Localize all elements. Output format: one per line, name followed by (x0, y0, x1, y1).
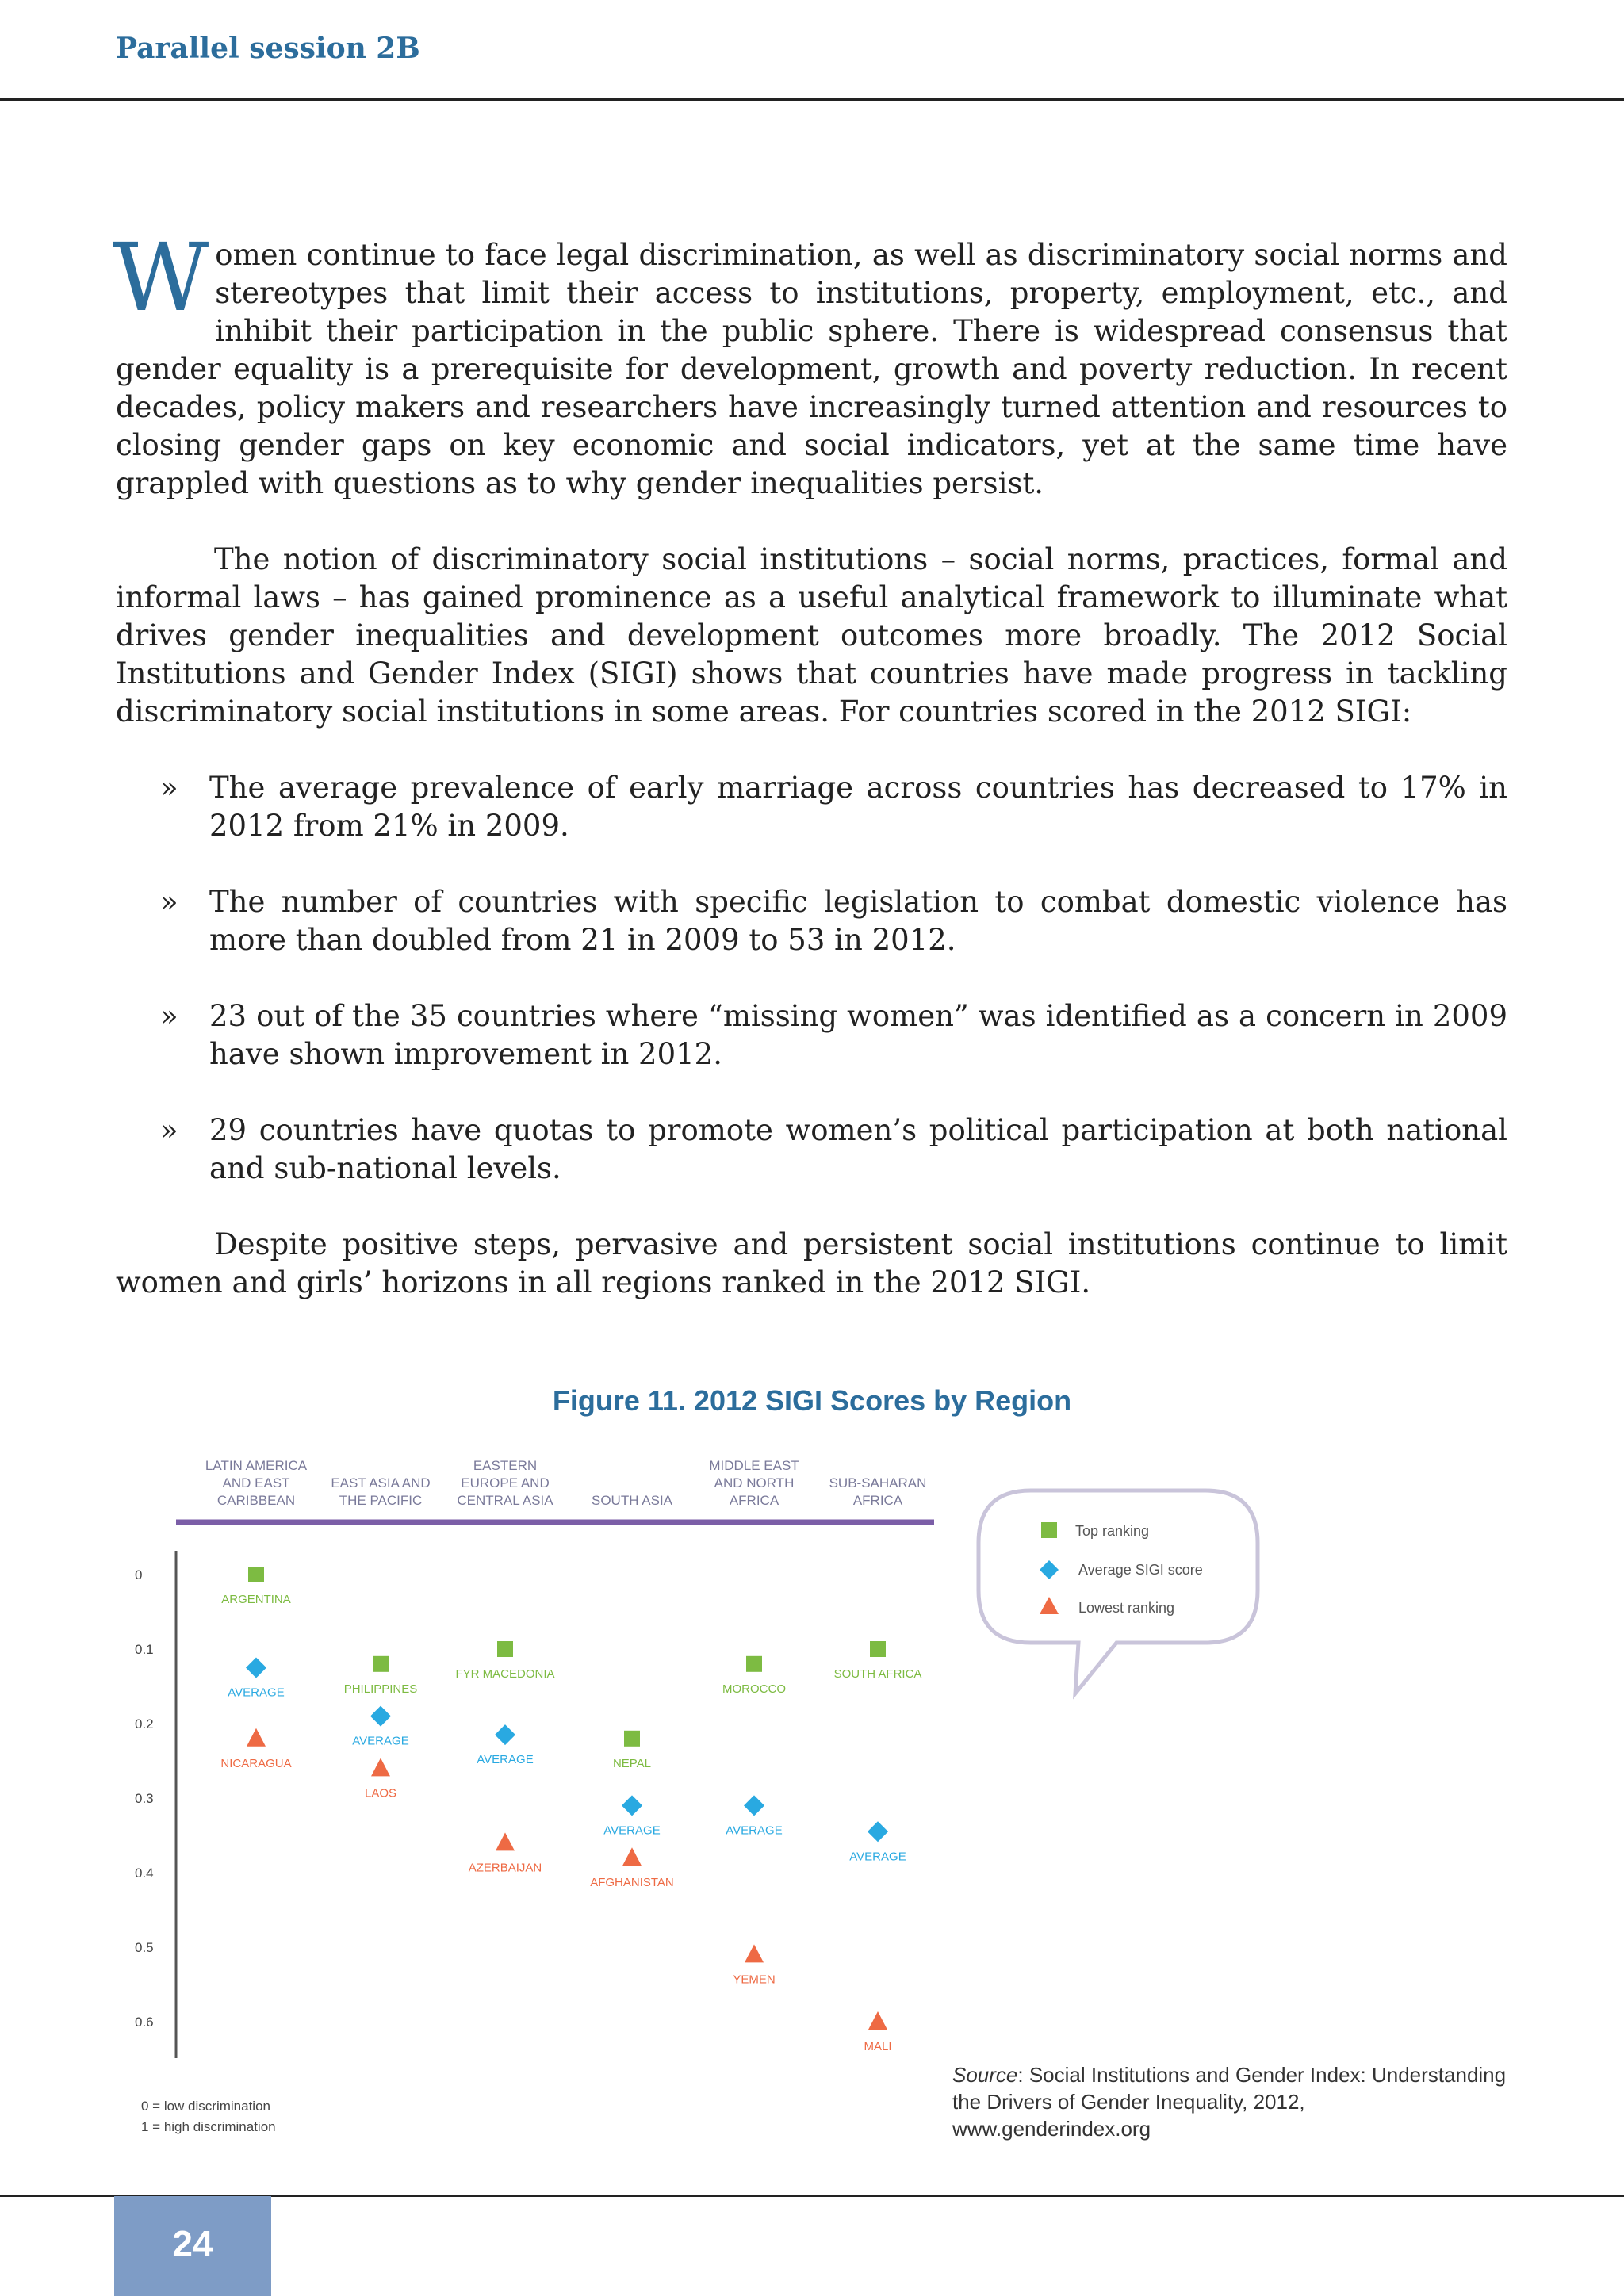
paragraph-conclusion: Despite positive steps, pervasive and persistent social institutions continue to limit women and girls’ horizons in all regions ranked in the 2012 SIGI. (116, 1227, 1507, 1299)
lowest-ranking-marker (622, 1847, 642, 1866)
bullet-marker: » (160, 1113, 178, 1147)
category-label: MIDDLE EAST (709, 1458, 799, 1473)
y-tick-label: 0.4 (135, 1866, 154, 1881)
point-label: AVERAGE (352, 1734, 409, 1748)
category-label: EAST ASIA AND (331, 1475, 431, 1490)
legend-label: Average SIGI score (1078, 1562, 1203, 1578)
list-item (116, 883, 1507, 959)
y-tick-label: 0.5 (135, 1940, 154, 1955)
average-marker (868, 1821, 888, 1842)
bullet-list (116, 769, 1507, 1188)
scale-note: 1 = high discrimination (141, 2119, 276, 2134)
legend-square-marker (1041, 1522, 1057, 1538)
point-label: LAOS (364, 1786, 397, 1800)
point-label: AFGHANISTAN (590, 1876, 674, 1890)
category-label: EUROPE AND (461, 1475, 550, 1490)
point-label: YEMEN (733, 1973, 776, 1987)
top-ranking-marker (746, 1656, 762, 1672)
category-label: SUB-SAHARAN (829, 1475, 927, 1490)
y-tick-label: 0.1 (135, 1642, 154, 1657)
list-item-text: 29 countries have quotas to promote women’s political participation at both national and sub-national levels. (209, 1113, 1507, 1185)
y-tick-label: 0.3 (135, 1791, 154, 1806)
drop-cap: W (113, 223, 209, 332)
category-label: EASTERN (473, 1458, 538, 1473)
lowest-ranking-marker (868, 2011, 887, 2030)
category-label: LATIN AMERICA (205, 1458, 308, 1473)
average-marker (622, 1795, 642, 1816)
average-marker (744, 1795, 764, 1816)
lowest-ranking-marker (247, 1728, 266, 1747)
category-label: AND EAST (222, 1475, 290, 1490)
category-label: AFRICA (729, 1493, 779, 1508)
average-marker (246, 1658, 266, 1678)
point-label: AVERAGE (726, 1823, 783, 1838)
top-ranking-marker (248, 1567, 264, 1582)
source-note (952, 2061, 1507, 2142)
category-label: AFRICA (852, 1493, 903, 1508)
top-ranking-marker (373, 1656, 389, 1672)
list-item-text: The number of countries with specific legislation to combat domestic violence has more than doubled from 21 in 2009 to 53 in 2012. (209, 885, 1507, 957)
lowest-ranking-marker (496, 1832, 515, 1850)
category-label: SOUTH ASIA (591, 1493, 673, 1508)
lowest-ranking-marker (745, 1944, 764, 1962)
category-label: AND NORTH (714, 1475, 795, 1490)
point-label: NEPAL (612, 1756, 652, 1770)
source-text: : Social Institutions and Gender Index: Understanding the Drivers of Gender Inequality, 2012, www.genderindex.org (952, 2063, 1507, 2141)
point-label: MALI (864, 2040, 892, 2053)
category-label: THE PACIFIC (339, 1493, 423, 1508)
sigi-chart (0, 1427, 1624, 2141)
top-ranking-marker (497, 1641, 513, 1657)
lowest-ranking-marker (371, 1758, 390, 1776)
header-divider (0, 98, 1624, 101)
paragraph-sigi: The notion of discriminatory social institutions – social norms, practices, formal and informal laws – has gained prominence as a useful analytical framework to illuminate what drives gender inequalities and development outcomes more broadly. The 2012 Social Institutions and Gender Index (SIGI) shows that countries have made progress in tackling discriminatory social institutions in some areas. For countries scored in the 2012 SIGI: (116, 542, 1507, 729)
bullet-marker: » (160, 771, 178, 805)
average-marker (370, 1706, 391, 1727)
legend (979, 1490, 1258, 1693)
point-label: AZERBAIJAN (468, 1861, 542, 1875)
list-item-text: The average prevalence of early marriage across countries has decreased to 17% in 2012 from 21% in 2009. (209, 771, 1507, 843)
intro-text: omen continue to face legal discrimination, as well as discriminatory social norms and stereotypes that limit their access to institutions, property, employment, etc., and inhibit their participation in the public sphere. There is widespread consensus that gender equality is a prerequisite for development, growth and poverty reduction. In recent decades, policy makers and researchers have increasingly turned attention and resources to closing gender gaps on key economic and social indicators, yet at the same time have grappled with questions as to why gender inequalities persist. (116, 238, 1507, 500)
point-label: FYR MACEDONIA (455, 1667, 555, 1681)
y-tick-label: 0.2 (135, 1716, 154, 1732)
bullet-marker: » (160, 885, 178, 919)
point-label: MOROCCO (722, 1682, 786, 1696)
scale-note: 0 = low discrimination (141, 2099, 270, 2114)
category-label: CENTRAL ASIA (457, 1493, 553, 1508)
average-marker (495, 1724, 515, 1745)
figure-title: Figure 11. 2012 SIGI Scores by Region (552, 1384, 1072, 1417)
point-label: ARGENTINA (221, 1593, 291, 1606)
point-label: NICARAGUA (220, 1756, 292, 1770)
intro-paragraph (113, 223, 1507, 503)
legend-label: Lowest ranking (1078, 1600, 1175, 1616)
point-label: SOUTH AFRICA (833, 1667, 922, 1681)
body-text (113, 223, 1507, 1340)
list-item (116, 997, 1507, 1073)
category-label: CARIBBEAN (216, 1493, 296, 1508)
top-ranking-marker (624, 1731, 640, 1747)
legend-label: Top ranking (1075, 1523, 1150, 1539)
top-ranking-marker (870, 1641, 886, 1657)
legend-callout (979, 1490, 1258, 1693)
point-label: AVERAGE (849, 1850, 906, 1864)
y-tick-label: 0 (135, 1567, 143, 1582)
list-item (116, 769, 1507, 845)
point-label: AVERAGE (228, 1686, 285, 1700)
bullet-marker: » (160, 999, 178, 1033)
list-item-text: 23 out of the 35 countries where “missing women” was identified as a concern in 2009 have shown improvement in 2012. (209, 999, 1507, 1071)
point-label: PHILIPPINES (343, 1682, 418, 1696)
running-header: Parallel session 2B (116, 32, 420, 65)
y-tick-label: 0.6 (135, 2015, 154, 2030)
source-label: Source (952, 2063, 1018, 2087)
point-label: AVERAGE (477, 1753, 534, 1767)
list-item (116, 1112, 1507, 1188)
point-label: AVERAGE (603, 1823, 661, 1838)
page-number: 24 (114, 2196, 271, 2296)
